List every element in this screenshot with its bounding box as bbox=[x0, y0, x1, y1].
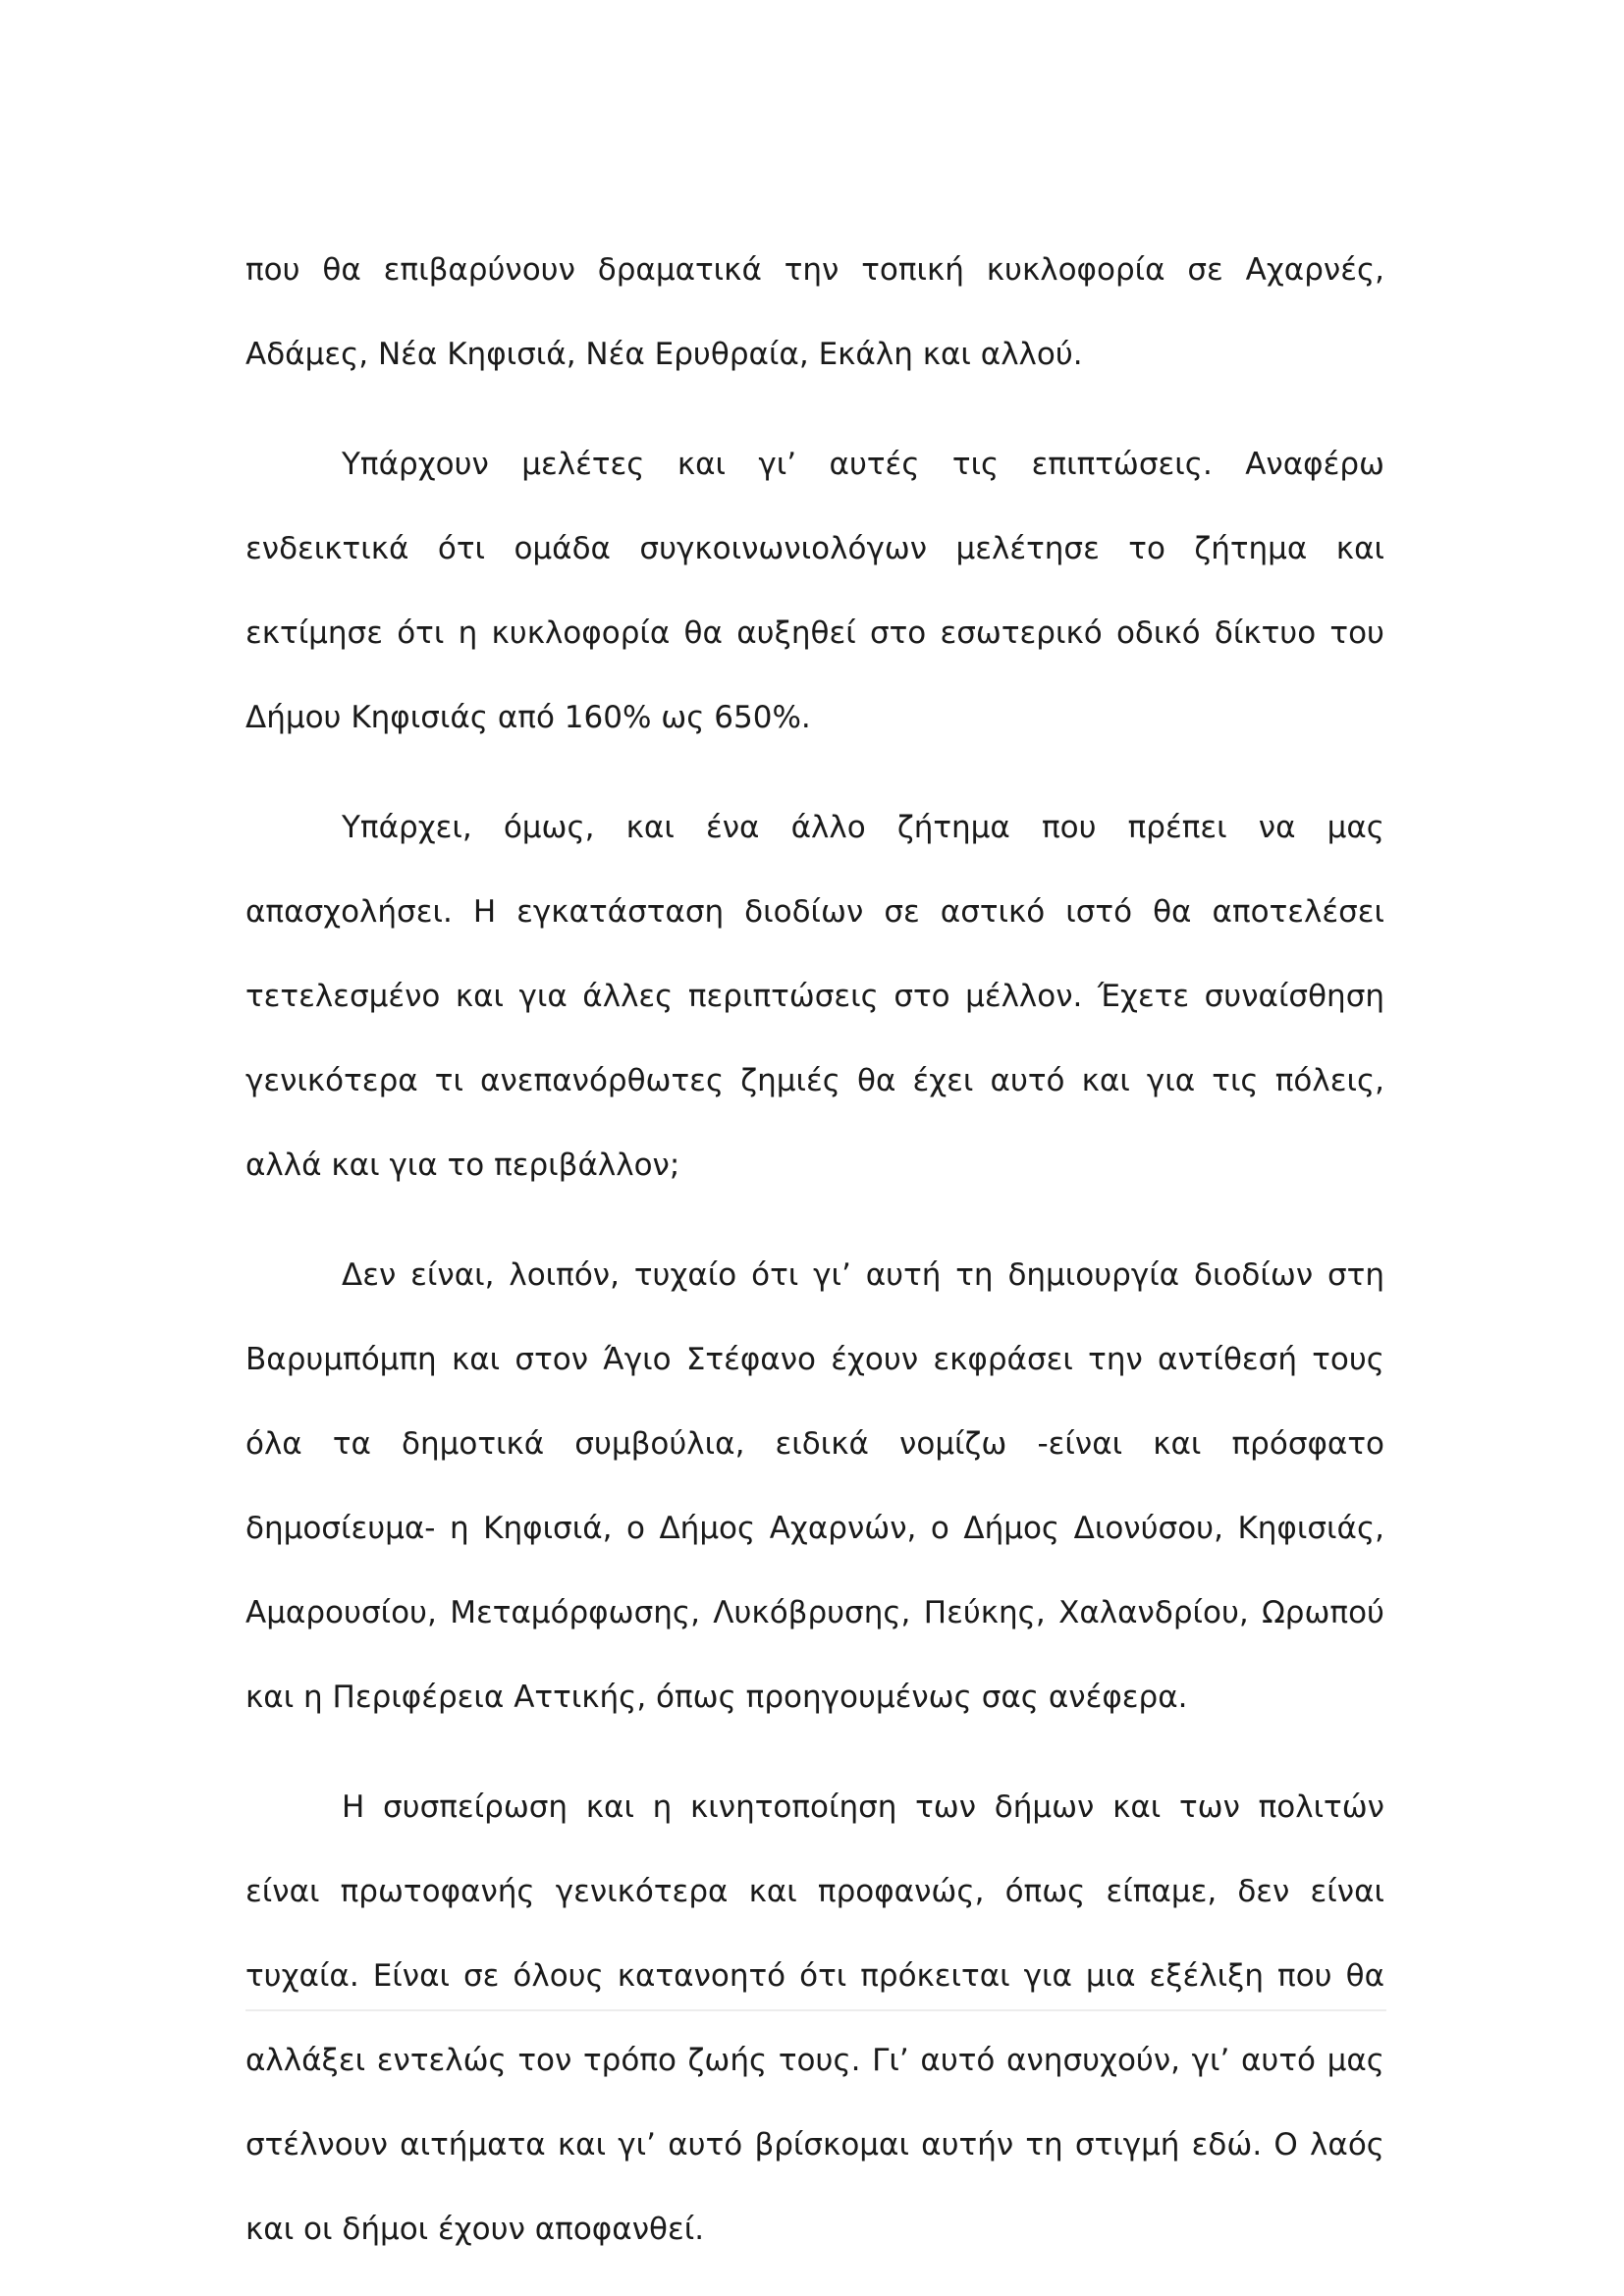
paragraph-continuation: που θα επιβαρύνουν δραματικά την τοπική κυκλοφορία σε Αχαρνές, Αδάμες, Νέα Κηφισιά, Νέα Ερυθραία, Εκάλη και αλλού. bbox=[245, 252, 1384, 372]
paragraph-studies: Υπάρχουν μελέτες και γι’ αυτές τις επιπτώσεις. Αναφέρω ενδεικτικά ότι ομάδα συγκοινωνιολόγων μελέτησε το ζήτημα και εκτίμησε ότι η κυκλοφορία θα αυξηθεί στο εσωτερικό οδικό δίκτυο του Δήμου Κηφισιάς από 160% ως 650%. bbox=[245, 447, 1384, 735]
paragraph-municipal-opposition: Δεν είναι, λοιπόν, τυχαίο ότι γι’ αυτή τη δημιουργία διοδίων στη Βαρυμπόμπη και στον Άγιο Στέφανο έχουν εκφράσει την αντίθεσή τους όλα τα δημοτικά συμβούλια, ειδικά νομίζω -είναι και πρόσφατο δημοσίευμα- η Κηφισιά, ο Δήμος Αχαρνών, ο Δήμος Διονύσου, Κηφισιάς, Αμαρουσίου, Μεταμόρφωσης, Λυκόβρυσης, Πεύκης, Χαλανδρίου, Ωρωπού και η Περιφέρεια Αττικής, όπως προηγουμένως σας ανέφερα. bbox=[245, 1257, 1384, 1715]
page-bottom-divider bbox=[245, 2009, 1386, 2011]
paragraph-urban-tolls: Υπάρχει, όμως, και ένα άλλο ζήτημα που πρέπει να μας απασχολήσει. Η εγκατάσταση διοδίων σε αστικό ιστό θα αποτελέσει τετελεσμένο και για άλλες περιπτώσεις στο μέλλον. Έχετε συναίσθηση γενικότερα τι ανεπανόρθωτες ζημιές θα έχει αυτό και για τις πόλεις, αλλά και για το περιβάλλον; bbox=[245, 810, 1384, 1183]
document-body bbox=[245, 228, 1384, 2271]
paragraph-mobilization: Η συσπείρωση και η κινητοποίηση των δήμων και των πολιτών είναι πρωτοφανής γενικότερα και προφανώς, όπως είπαμε, δεν είναι τυχαία. Είναι σε όλους κατανοητό ότι πρόκειται για μια εξέλιξη που θα αλλάξει εντελώς τον τρόπο ζωής τους. Γι’ αυτό ανησυχούν, γι’ αυτό μας στέλνουν αιτήματα και γι’ αυτό βρίσκομαι αυτήν τη στιγμή εδώ. Ο λαός και οι δήμοι έχουν αποφανθεί. bbox=[245, 1789, 1384, 2247]
